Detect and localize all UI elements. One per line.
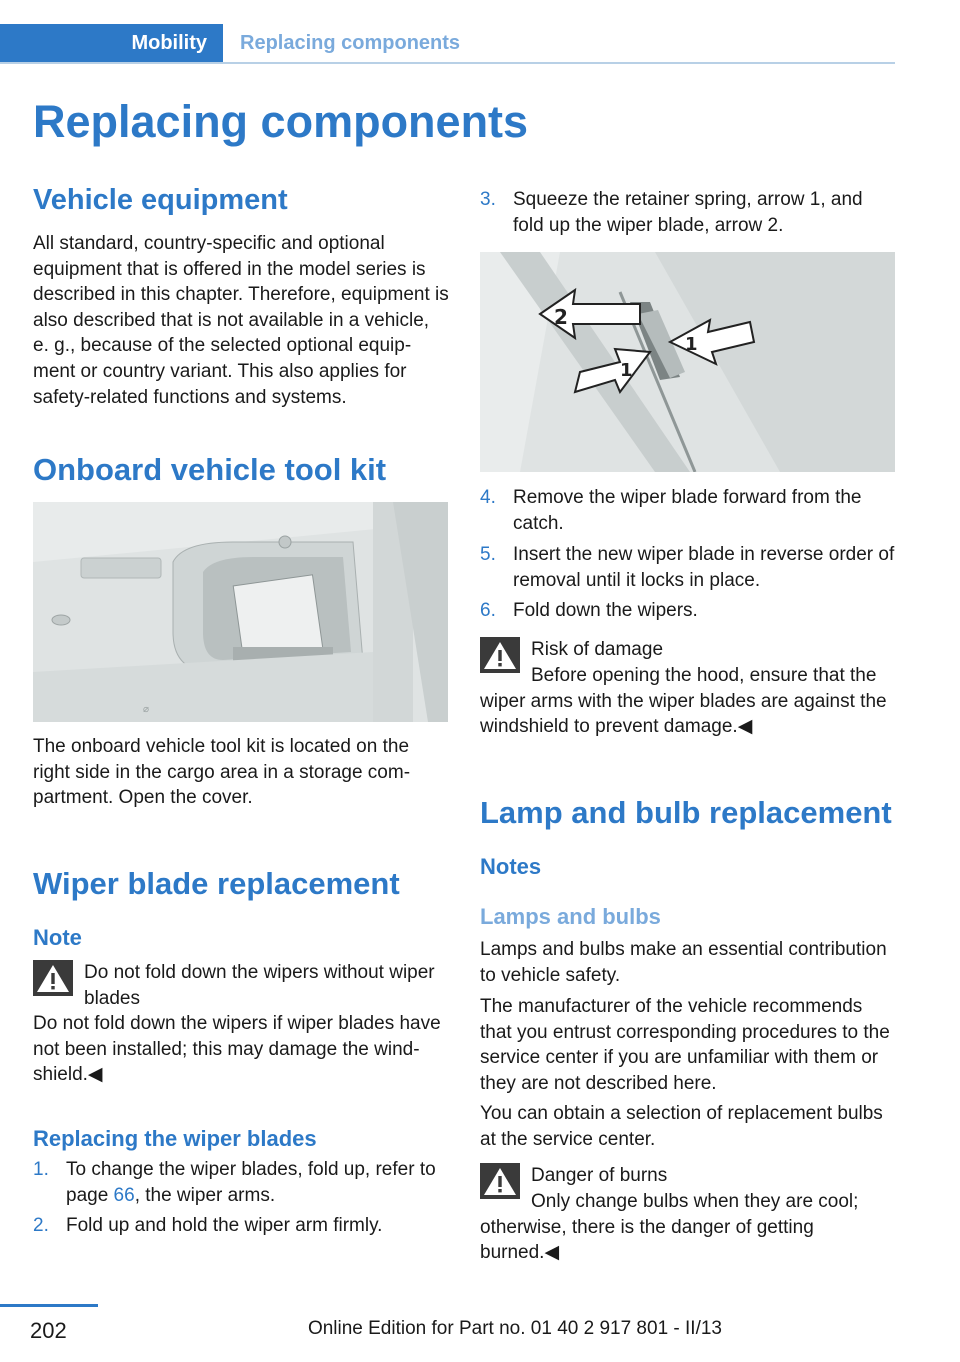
warning-triangle-icon <box>33 960 73 996</box>
wiper-blade-illustration <box>480 252 895 472</box>
step-1-text-a: To change the wiper blades, fold up, refer to page <box>66 1159 436 1206</box>
cargo-area-drawing <box>33 502 448 722</box>
warning-wiper-note <box>33 960 449 1086</box>
svg-text:⌀: ⌀ <box>143 704 150 715</box>
page-link-66[interactable]: 66 <box>113 1184 135 1206</box>
step-2-number: 2. <box>33 1215 49 1236</box>
warning-wiper-title: Do not fold down the wipers without wiper blades <box>84 962 435 1009</box>
heading-lamp-bulb-replacement: Lamp and bulb replacement <box>480 795 892 830</box>
warning-risk-of-damage <box>480 637 896 747</box>
step-1-text <box>66 1157 449 1208</box>
tab-mobility-label: Mobility <box>131 31 207 54</box>
warning-burns-body: Only change bulbs when they are cool; otherwise, there is the danger of getting burned.◀ <box>480 1191 859 1264</box>
step-6-number: 6. <box>480 600 496 621</box>
footer-rule <box>0 1304 98 1307</box>
vehicle-equipment-text: All standard, country-specific and optional equipment that is offered in the model series is described in this chapter. Therefore, equipment is also described that is not available in a vehicle, e. g., because of the selected optional equip‐ment or country variant. This also applies for safety-related functions and systems. <box>33 233 449 408</box>
step-4 <box>480 485 895 537</box>
step-3-text: Squeeze the retainer spring, arrow 1, and fold up the wiper blade, arrow 2. <box>513 189 863 236</box>
step-5 <box>480 542 895 594</box>
heading-vehicle-equipment: Vehicle equipment <box>33 184 288 216</box>
heading-tool-kit: Onboard vehicle tool kit <box>33 452 387 487</box>
cargo-area-illustration <box>33 502 448 722</box>
warning-risk-body: Before opening the hood, ensure that the wiper arms with the wiper blades are against the windshield to prevent damage.◀ <box>480 665 887 738</box>
heading-notes: Notes <box>480 854 542 879</box>
step-3 <box>480 187 895 239</box>
tool-kit-text: The onboard vehicle tool kit is located on the right side in the cargo area in a storage com‐partment. Open the cover. <box>33 736 411 809</box>
step-5-number: 5. <box>480 544 496 565</box>
warning-wiper-body: Do not fold down the wipers if wiper blades have not been installed; this may damage the wind‐shield.◀ <box>33 1013 441 1086</box>
lamps-paragraph-1: Lamps and bulbs make an essential contribution to vehicle safety. <box>480 939 887 986</box>
heading-lamps-and-bulbs: Lamps and bulbs <box>480 904 661 929</box>
heading-note: Note <box>33 925 82 950</box>
lamps-paragraph-2: The manufacturer of the vehicle recommends that you entrust corresponding procedures to the service center if you are unfamiliar with them or they are not described here. <box>480 996 890 1094</box>
arrow-1-upper-label: 1 <box>685 334 698 355</box>
edition-text: Online Edition for Part no. 01 40 2 917 801 - II/13 <box>307 1318 722 1339</box>
step-1-text-b: , the wiper arms. <box>134 1184 276 1206</box>
step-3-number: 3. <box>480 189 496 210</box>
lamps-paragraph-3: You can obtain a selection of replacement bulbs at the service center. <box>480 1103 883 1150</box>
arrow-1-lower-label: 1 <box>620 360 633 381</box>
page-number: 202 <box>30 1318 67 1343</box>
step-4-number: 4. <box>480 487 496 508</box>
step-6-text: Fold down the wipers. <box>513 600 698 621</box>
heading-replacing-wiper-blades: Replacing the wiper blades <box>33 1126 317 1151</box>
step-1-number: 1. <box>33 1159 49 1180</box>
heading-wiper-replacement: Wiper blade replacement <box>33 866 400 901</box>
page-title: Replacing components <box>33 96 529 147</box>
step-1 <box>33 1157 449 1209</box>
tab-mobility[interactable] <box>0 24 223 62</box>
warning-risk-title: Risk of damage <box>531 639 664 660</box>
step-4-text: Remove the wiper blade forward from the catch. <box>513 487 862 534</box>
header-tab-bar <box>0 24 895 64</box>
warning-danger-of-burns <box>480 1163 896 1273</box>
wiper-blade-drawing <box>480 252 895 472</box>
arrow-2-label: 2 <box>554 305 568 329</box>
warning-burns-title: Danger of burns <box>531 1165 668 1186</box>
tab-replacing-components[interactable]: Replacing components <box>240 32 461 54</box>
step-2-text: Fold up and hold the wiper arm firmly. <box>66 1215 383 1236</box>
step-5-text: Insert the new wiper blade in reverse order of removal until it locks in place. <box>513 544 895 591</box>
